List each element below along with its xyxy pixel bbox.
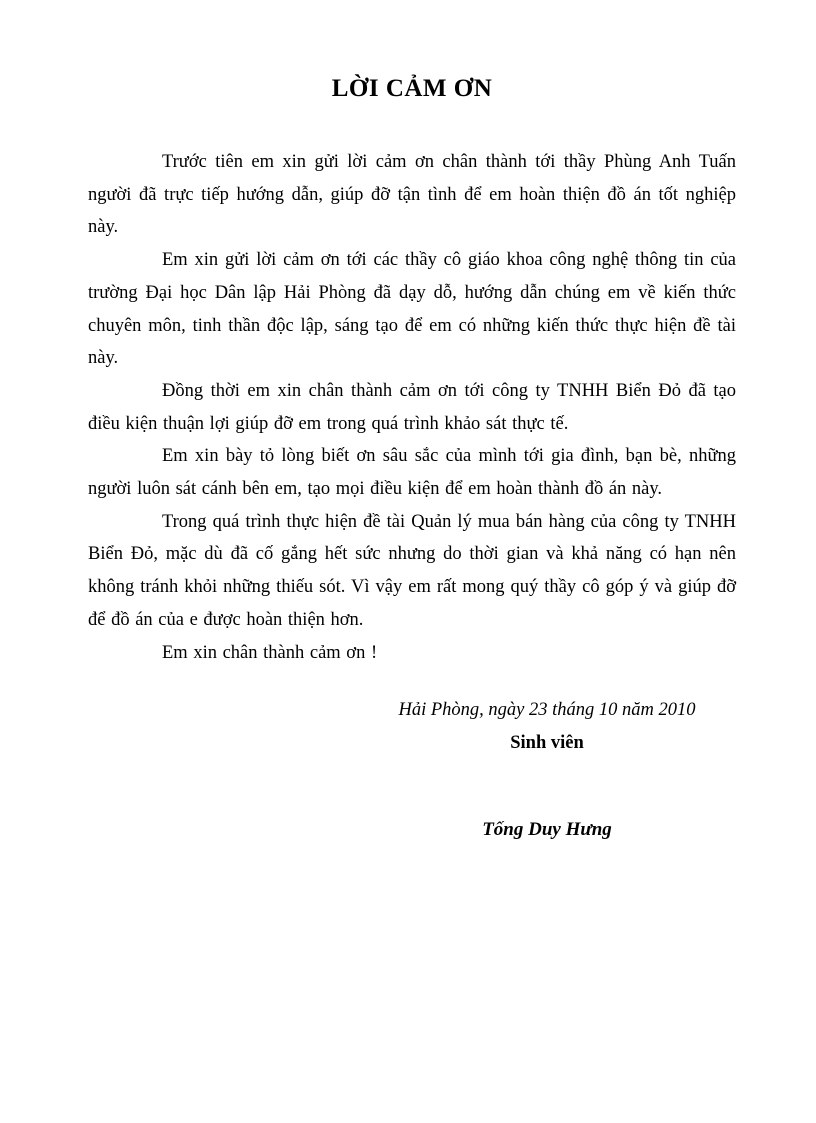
place-date-line: Hải Phòng, ngày 23 tháng 10 năm 2010 [398, 700, 696, 721]
paragraph-limitations: Trong quá trình thực hiện đề tài Quản lý mua bán hàng của công ty TNHH Biển Đỏ, mặc dù đã cố gắng hết sức nhưng do thời gian và khả năng có hạn nên không tránh khỏi những thiếu sót. Vì vậy em rất mong quý thầy cô góp ý và giúp đỡ để đồ án của e được hoàn thiện hơn. [88, 511, 736, 630]
page-title: LỜI CẢM ƠN [331, 75, 493, 102]
paragraph-closing-thanks: Em xin chân thành cảm ơn ! [162, 642, 378, 663]
signer-name: Tống Duy Hưng [482, 818, 612, 840]
paragraph-acknowledge-advisor: Trước tiên em xin gửi lời cảm ơn chân thành tới thầy Phùng Anh Tuấn người đã trực tiếp hướng dẫn, giúp đỡ tận tình để em hoàn thiện đồ án tốt nghiệp này. [88, 152, 736, 238]
paragraph-acknowledge-family: Em xin bày tỏ lòng biết ơn sâu sắc của mình tới gia đình, bạn bè, những người luôn sát cánh bên em, tạo mọi điều kiện để em hoàn thành đồ án này. [88, 446, 736, 500]
paragraph-acknowledge-company: Đồng thời em xin chân thành cảm ơn tới công ty TNHH Biển Đỏ đã tạo điều kiện thuận lợi giúp đỡ em trong quá trình khảo sát thực tế. [88, 380, 736, 434]
signature-block [358, 694, 736, 846]
paragraph-acknowledge-faculty: Em xin gửi lời cảm ơn tới các thầy cô giáo khoa công nghệ thông tin của trường Đại học Dân lập Hải Phòng đã dạy dỗ, hướng dẫn chúng em về kiến thức chuyên môn, tinh thần độc lập, sáng tạo để em có những kiến thức thực hiện đề tài này. [88, 250, 736, 369]
signer-role: Sinh viên [510, 732, 584, 753]
